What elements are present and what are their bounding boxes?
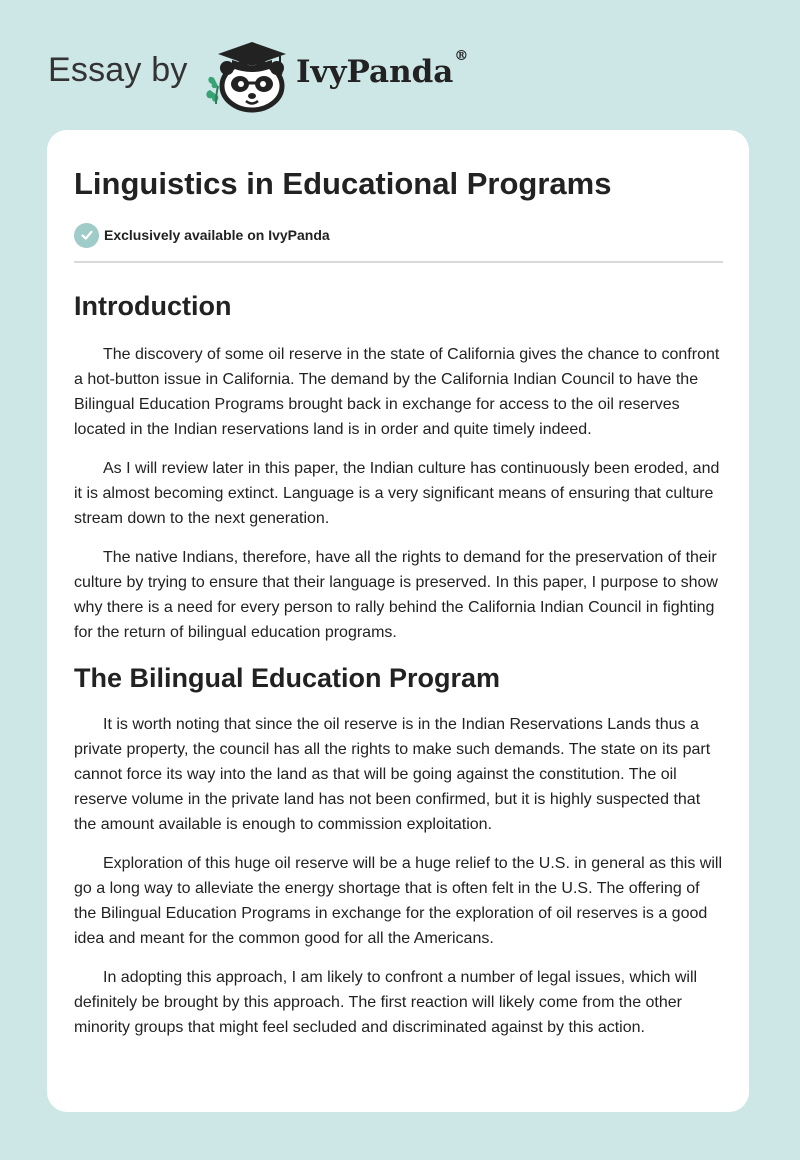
- paragraph: As I will review later in this paper, the Indian culture has continuously been eroded, and it is almost becoming extinct. Language is a very significant means of ensuring that culture stream down to the next generation.: [74, 460, 720, 527]
- brand-prefix: Essay by: [48, 51, 188, 89]
- paragraph: It is worth noting that since the oil reserve is in the Indian Reservations Lands thus a private property, the council has all the rights to make such demands. The state on its part cannot force its way into the land as that will be going against the constitution. The oil reserve volume in the private land has not been confirmed, but it is highly suspected that the amount available is enough to commission exploitation.: [74, 716, 711, 833]
- paragraph: The discovery of some oil reserve in the state of California gives the chance to confront a hot-button issue in California. The demand by the California Indian Council to have the Bilingual Education Programs brought back in exchange for access to the oil reserves located in the Indian reservations land is in order and quite timely indeed.: [74, 346, 720, 438]
- checkmark-icon: [74, 223, 99, 248]
- essay-card: [47, 130, 749, 1112]
- essay-title: Linguistics in Educational Programs: [74, 166, 612, 201]
- exclusive-badge-text: Exclusively available on IvyPanda: [104, 227, 330, 243]
- paragraph: In adopting this approach, I am likely to confront a number of legal issues, which will definitely be brought by this approach. The first reaction will likely come from the other minority groups that might feel secluded and discriminated against by this action.: [74, 969, 698, 1036]
- section-heading: The Bilingual Education Program: [74, 663, 501, 693]
- exclusive-badge: [74, 222, 723, 248]
- graduation-panda-logo-icon: [200, 34, 296, 114]
- section-bilingual-education-program: [74, 660, 723, 1040]
- paragraph: Exploration of this huge oil reserve will be a huge relief to the U.S. in general as this will go a long way to alleviate the energy shortage that is often felt in the U.S. The offering of the Bilingual Education Programs in exchange for the exploration of oil reserves is a good idea and meant for the common good for all the Americans.: [74, 855, 722, 947]
- section-heading: Introduction: [74, 291, 232, 321]
- brand-name: IvyPanda®: [296, 48, 469, 90]
- paragraph: The native Indians, therefore, have all the rights to demand for the preservation of their culture by trying to ensure that their language is preserved. In this paper, I purpose to show why there is a need for every person to rally behind the California Indian Council in fighting for the return of bilingual education programs.: [74, 549, 718, 641]
- section-introduction: [74, 288, 723, 645]
- title-divider: [74, 261, 723, 263]
- registered-mark: ®: [454, 48, 469, 64]
- brand-header[interactable]: [48, 34, 488, 114]
